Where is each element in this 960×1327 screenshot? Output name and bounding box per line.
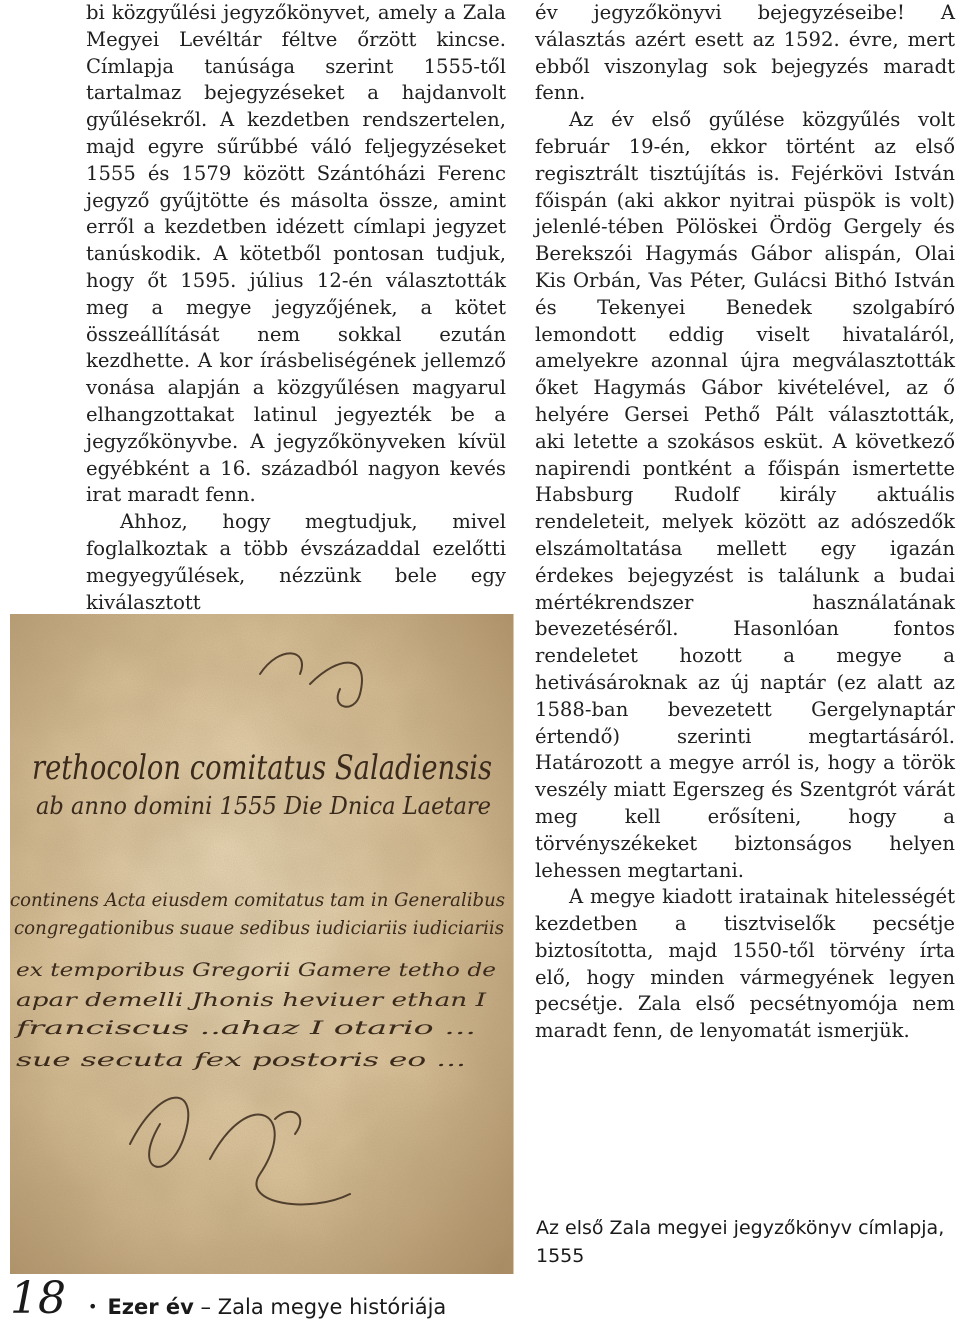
- handwriting-line-1: rethocolon comitatus Saladiensis: [32, 748, 492, 788]
- series-subtitle: Zala megye históriája: [217, 1295, 447, 1319]
- handwriting-line-2: ab anno domini 1555 Die Dnica Laetare: [36, 792, 491, 820]
- right-paragraph-1: év jegyzőkönyvi bejegyzéseibe! A választás azért esett az 1592. évre, mert ebből viszonylag sok bejegyzés maradt fenn.: [535, 1, 955, 105]
- handwriting-line-6: apar demelli Jhonis heviuer ethan I: [16, 989, 487, 1011]
- bullet-icon: •: [88, 1297, 98, 1316]
- handwriting-line-3: continens Acta eiusdem comitatus tam in Generalibus: [10, 889, 506, 911]
- right-text-column: [535, 0, 955, 1045]
- left-paragraph-2: Ahhoz, hogy megtudjuk, mivel foglalkoztak a több évszázaddal ezelőtti megyegyűlések, nézzünk bele egy kiválasztott: [86, 510, 506, 614]
- left-paragraph-1: bi közgyűlési jegyzőkönyvet, amely a Zala Megyei Levéltár féltve őrzött kincse. Címlapja tanúsága szerint 1555-től tartalmaz bejegyzéseket a hajdanvolt gyűlésekről. A kezdetben rendszertelen, majd egyre sűrűbbé váló feljegyzéseket 1555 és 1579 között Szántóházi Ferenc jegyző gyűjtötte és másolta össze, amint erről a kezdetben idézett címlapi jegyzet tanúskodik. A kötetből pontosan tudjuk, hogy őt 1595. július 12-én választották meg a megye jegyzőjének, a kötet összeállítását nem sokkal ezután kezdhette. A kor írásbeliségének jellemző vonása alapján a közgyűlésen magyarul elhangzottakat latinul jegyezték be a jegyzőkönyvbe. A jegyzőkönyveken kívül egyébként a 16. századból nagyon kevés irat maradt fenn.: [86, 1, 506, 507]
- page-number: 18: [10, 1273, 66, 1324]
- figure-caption: Az első Zala megyei jegyzőkönyv címlapja, 1555: [536, 1217, 945, 1267]
- running-footer: [88, 1292, 446, 1324]
- handwriting-line-5: ex temporibus Gregorii Gamere tetho de: [16, 959, 496, 981]
- footer-dash: –: [200, 1295, 212, 1319]
- right-paragraph-2: Az év első gyűlése közgyűlés volt február 19-én, ekkor történt az első regisztrált tisztújítás is. Fejérkövi István főispán (aki akkor nyitrai püspök is volt) jelenlé-tében Pölöskei Ördög Gergely és Berekszói Hagymás Gábor alispán, Olai Kis Orbán, Vas Péter, Gulácsi Bithó István és Tekenyei Benedek szolgabíró lemondott eddig viselt hivataláról, amelyekre azonnal újra megválasztották őket Hagymás Gábor kivételével, az ő helyére Gersei Pethő Pált választották, aki letette a szokásos esküt. A következő napirendi pontként a főispán ismertette Habsburg Rudolf király aktuális rendeleteit, melyek között az adószedők elszámoltatása mellett egy igazán érdekes bejegyzést is találunk a budai mértékrendszer használatának bevezetéséről. Hasonlóan fontos rendeletet hozott a megye a hetivásároknak az új naptár (ez alatt az 1588-ban bevezetett Gergelynaptár értendő) szerinti megtartásáról. Határozott a megye arról is, hogy a török veszély miatt Egerszeg és Szentgrót várát meg kell erősíteni, hogy a törvényszékeket biztonságos helyen lehessen megtartani.: [535, 108, 955, 882]
- handwriting-line-4: congregationibus suaue sedibus iudiciariis iudiciariis: [14, 917, 505, 939]
- left-text-column: [86, 0, 506, 616]
- manuscript-scan-image: [10, 614, 514, 1274]
- handwriting-line-8: sue secuta fex postoris eo ...: [16, 1049, 466, 1071]
- series-title: Ezer év: [107, 1295, 194, 1319]
- handwriting-line-7: franciscus ..ahaz I otario ...: [12, 1017, 477, 1039]
- right-paragraph-3: A megye kiadott iratainak hitelességét kezdetben a tisztviselők pecsétje biztosította, majd 1550-től törvény írta elő, hogy minden vármegyének legyen pecsétje. Zala első pecsétnyomója nem maradt fenn, de lenyomatát ismerjük.: [535, 885, 955, 1043]
